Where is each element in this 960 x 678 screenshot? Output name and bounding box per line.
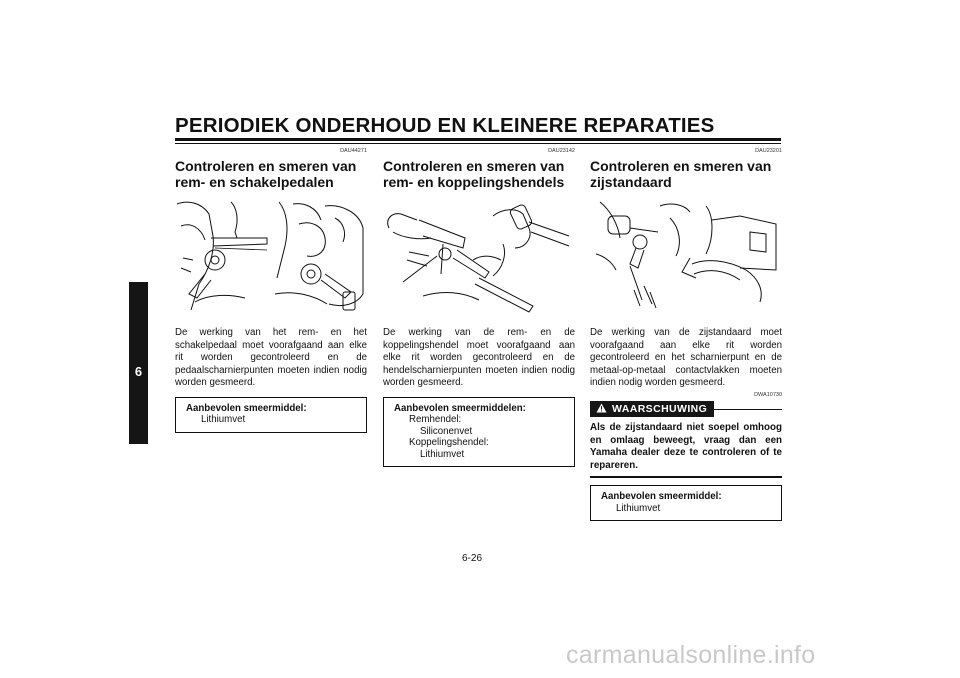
section-levers [383, 148, 575, 467]
section-title: Controleren en smeren van rem- en schakelpedalen [175, 158, 357, 190]
header-rule [175, 138, 781, 141]
lubricant-box [175, 397, 367, 433]
section-code: DAU44271 [340, 148, 367, 154]
section-sidestand [590, 148, 782, 521]
section-text: De werking van de rem- en de koppelingshendel moet voorafgaand aan elke rit worden gecontroleerd en de hendelscharnierpunten moeten indien nodig worden gesmeerd. [383, 327, 575, 389]
lubricant-item-value: Lithiumvet [420, 448, 465, 460]
sidestand-illustration [590, 198, 780, 316]
warning-triangle-icon [596, 403, 607, 413]
lubricant-value: Lithiumvet [616, 502, 661, 514]
warning-code: DWA10730 [754, 391, 782, 398]
lubricant-item-label: Remhendel: [409, 414, 462, 426]
lubricant-box [383, 397, 575, 468]
section-text: De werking van de zijstandaard moet voorafgaand aan elke rit worden gecontroleerd en het scharnierpunt en de metaal-op-metaal contactvlakken moeten indien nodig worden gesmeerd. [590, 327, 782, 389]
section-title: Controleren en smeren van zijstandaard [590, 158, 772, 190]
lubricant-box-title: Aanbevolen smeermiddel: [601, 491, 722, 503]
page-number: 6-26 [462, 553, 483, 564]
lubricant-value: Lithiumvet [201, 414, 246, 426]
lubricant-box-title: Aanbevolen smeermiddelen: [394, 402, 526, 414]
section-code: DAU23201 [755, 148, 782, 154]
header-rule-thin [175, 143, 781, 144]
chapter-number: 6 [134, 364, 143, 379]
warning-text: Als de zijstandaard niet soepel omhoog en omlaag beweegt, vraag dan een Yamaha dealer deze te controleren of te repareren. [590, 422, 782, 478]
watermark: carmanualsonline.info [566, 641, 816, 669]
chapter-tab [129, 282, 148, 444]
lubricant-item-value: Siliconenvet [420, 425, 473, 437]
section-pedals [175, 148, 367, 433]
section-text: De werking van het rem- en het schakelpedaal moet voorafgaand aan elke rit worden gecontroleerd en de pedaalscharnierpunten moeten indien nodig worden gesmeerd. [175, 327, 367, 389]
page-title: PERIODIEK ONDERHOUD EN KLEINERE REPARATIES [175, 114, 715, 137]
warning-badge [590, 401, 714, 417]
pedals-illustration [175, 198, 365, 316]
lubricant-box-title: Aanbevolen smeermiddel: [186, 402, 307, 414]
warning-label: WAARSCHUWING [612, 402, 708, 415]
levers-illustration [383, 198, 573, 316]
section-title: Controleren en smeren van rem- en koppelingshendels [383, 158, 565, 190]
section-code: DAU23142 [548, 148, 575, 154]
lubricant-item-label: Koppelingshendel: [409, 437, 489, 449]
lubricant-box [590, 485, 782, 521]
